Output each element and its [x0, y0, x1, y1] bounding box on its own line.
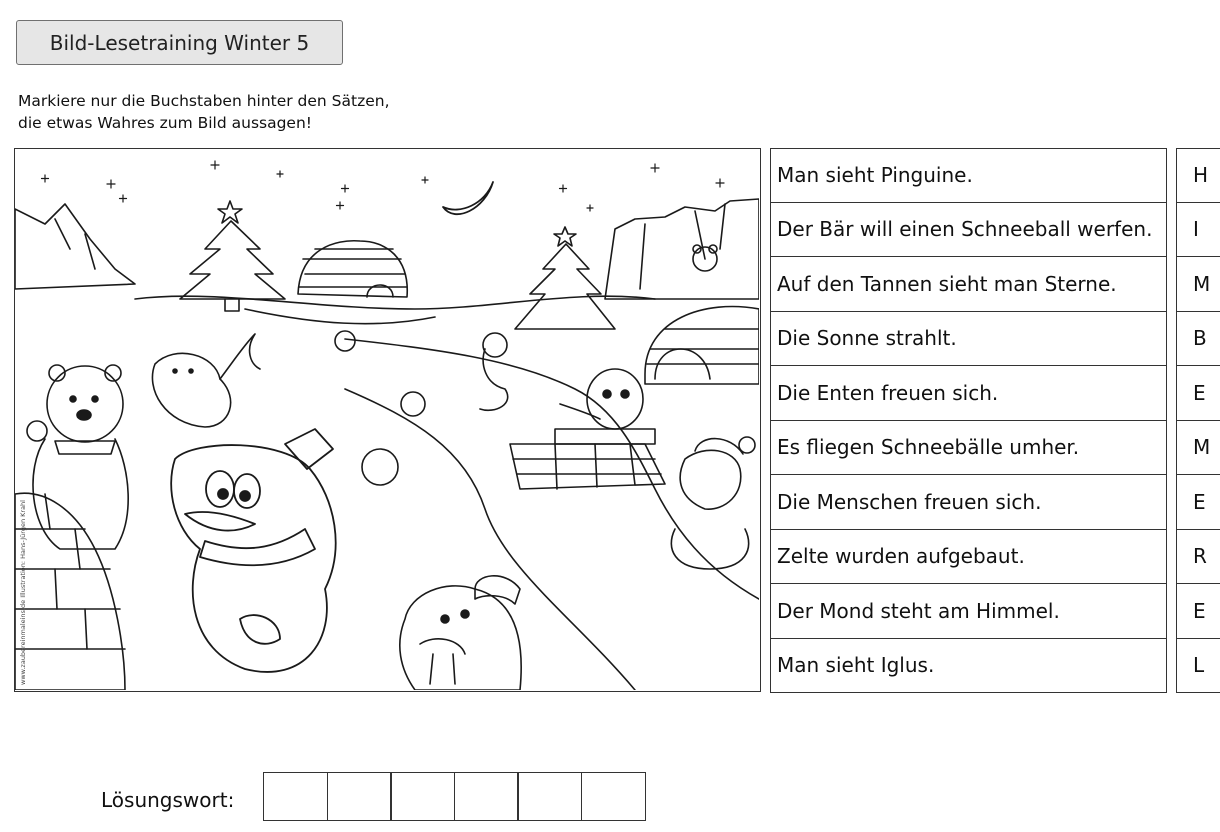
title-text: Bild-Lesetraining Winter 5 [49, 30, 310, 55]
solution-letter-box[interactable] [454, 772, 519, 821]
letter-text: B [1193, 326, 1207, 351]
letter-text: I [1193, 217, 1199, 242]
igloo-bottom-left [15, 493, 125, 690]
sentence-list [770, 148, 1167, 693]
sentence-row [770, 148, 1167, 203]
letter-cell[interactable] [1176, 148, 1220, 203]
sentence-row [770, 530, 1167, 585]
letter-text: E [1193, 489, 1206, 514]
letter-cell[interactable] [1176, 584, 1220, 639]
sentence-row [770, 257, 1167, 312]
christmas-tree-left [180, 201, 285, 311]
sentence-text: Die Enten freuen sich. [777, 380, 999, 405]
letter-cell[interactable] [1176, 312, 1220, 367]
winter-scene-drawing [15, 149, 759, 690]
letter-text: M [1193, 271, 1211, 296]
solution-letter-box[interactable] [263, 772, 328, 821]
sentence-text: Man sieht Pinguine. [777, 163, 973, 188]
solution-word-boxes [263, 772, 646, 821]
sentence-text: Zelte wurden aufgebaut. [777, 544, 1025, 569]
christmas-tree-right [515, 227, 615, 329]
penguin-big [171, 429, 335, 672]
letter-cell[interactable] [1176, 530, 1220, 585]
sentence-row [770, 312, 1167, 367]
sentence-row [770, 366, 1167, 421]
instructions [18, 90, 390, 134]
sentence-text: Der Mond steht am Himmel. [777, 598, 1060, 623]
letter-text: E [1193, 380, 1206, 405]
letter-cell[interactable] [1176, 475, 1220, 530]
letter-text: R [1193, 544, 1207, 569]
letter-text: M [1193, 435, 1211, 460]
solution-letter-box[interactable] [517, 772, 582, 821]
worksheet-title [16, 20, 343, 65]
solution-letter-box[interactable] [581, 772, 646, 821]
sentence-row [770, 639, 1167, 694]
igloo-right [645, 307, 759, 384]
solution-letter-box[interactable] [390, 772, 455, 821]
letter-text: H [1193, 163, 1209, 188]
sentence-text: Es fliegen Schneebälle umher. [777, 435, 1080, 460]
winter-scene-illustration [14, 148, 761, 692]
seal-middle [480, 333, 508, 410]
sentence-row [770, 584, 1167, 639]
solution-letter-box[interactable] [327, 772, 392, 821]
seal-left [152, 334, 260, 427]
sentence-text: Auf den Tannen sieht man Sterne. [777, 271, 1117, 296]
illustration-credit [18, 485, 28, 685]
instructions-line-1: Markiere nur die Buchstaben hinter den Sätzen, [18, 92, 390, 110]
letter-text: E [1193, 598, 1206, 623]
sentence-row [770, 421, 1167, 476]
seal-hat-right [671, 437, 755, 569]
letter-cell[interactable] [1176, 421, 1220, 476]
letter-cell[interactable] [1176, 639, 1220, 694]
credit-text: www.zaubereinmaleins.de Illustration: Hans-Jürgen Krahl [19, 500, 27, 685]
letter-list [1176, 148, 1220, 693]
sentence-text: Man sieht Iglus. [777, 653, 935, 678]
letter-cell[interactable] [1176, 366, 1220, 421]
sentence-row [770, 203, 1167, 258]
letter-cell[interactable] [1176, 203, 1220, 258]
igloo-center [298, 241, 407, 297]
sentence-text: Der Bär will einen Schneeball werfen. [777, 217, 1153, 242]
penguin-fort [510, 369, 665, 489]
instructions-line-2: die etwas Wahres zum Bild aussagen! [18, 114, 313, 132]
sentence-text: Die Menschen freuen sich. [777, 489, 1042, 514]
stars [42, 161, 725, 211]
moon [443, 182, 493, 214]
sentence-text: Die Sonne strahlt. [777, 326, 957, 351]
sentence-row [770, 475, 1167, 530]
solution-label: Lösungswort: [101, 788, 235, 812]
walrus [400, 576, 521, 690]
letter-text: L [1193, 653, 1205, 678]
letter-cell[interactable] [1176, 257, 1220, 312]
